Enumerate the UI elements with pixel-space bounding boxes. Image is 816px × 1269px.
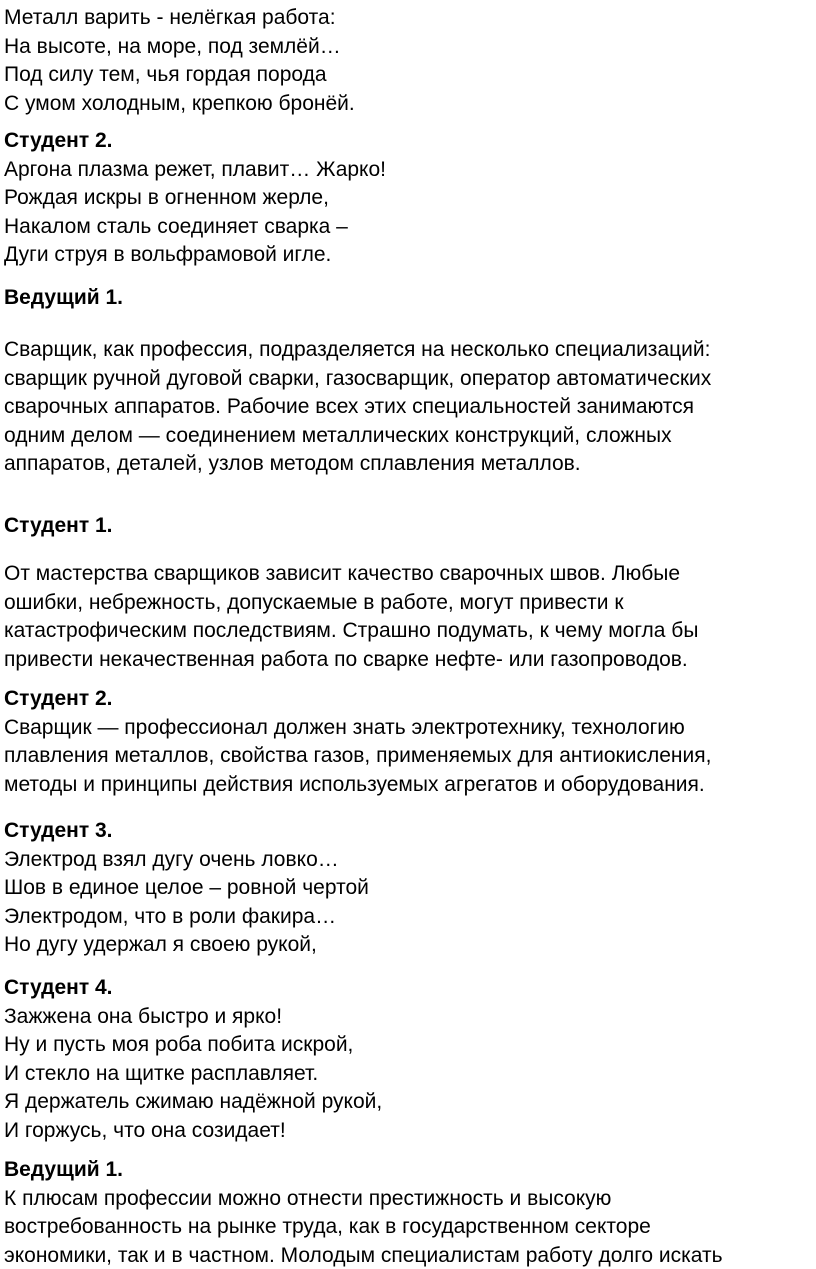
speaker-heading: Студент 3. [4, 819, 113, 842]
speaker-heading: Студент 4. [4, 976, 113, 999]
poem-line: Металл варить - нелёгкая работа: [4, 6, 336, 29]
paragraph-line: плавления металлов, свойства газов, применяемых для антиокисления, [4, 744, 712, 767]
section-host-1-heading [4, 284, 814, 313]
poem-line: Зажжена она быстро и ярко! [4, 1004, 283, 1028]
paragraph-line: ошибки, небрежность, допускаемые в работе, могут привести к [4, 590, 624, 614]
section-host-1-paragraph [4, 336, 814, 479]
poem-line: С умом холодным, крепкою бронёй. [4, 91, 355, 115]
poem-stanza-1 [4, 4, 814, 118]
speaker-heading: Студент 1. [4, 514, 113, 537]
poem-line: И стекло на щитке расплавляет. [4, 1061, 319, 1085]
section-student-2-paragraph [4, 685, 814, 799]
poem-line: На высоте, на море, под землёй… [4, 34, 341, 58]
poem-line: Я держатель сжимаю надёжной рукой, [4, 1090, 383, 1113]
poem-line: И горжусь, что она созидает! [4, 1118, 286, 1142]
paragraph-line: сварщик ручной дуговой сварки, газосварщик, оператор автоматических [4, 366, 712, 390]
poem-line: Но дугу удержал я своею рукой, [4, 933, 317, 956]
poem-line: Накалом сталь соединяет сварка – [4, 214, 348, 238]
poem-line: Дуги струя в вольфрамовой игле. [4, 243, 332, 266]
section-student-4-poem [4, 974, 814, 1145]
speaker-heading: Ведущий 1. [4, 1158, 123, 1181]
paragraph-line: экономики, так и в частном. Молодым специалистам работу долго искать [4, 1243, 723, 1267]
poem-line: Аргона плазма режет, плавит… Жарко! [4, 157, 386, 181]
paragraph-line: одним делом — соединением металлических конструкций, сложных [4, 423, 672, 447]
section-student-1-heading [4, 512, 814, 541]
paragraph-line: К плюсам профессии можно отнести престижность и высокую [4, 1186, 612, 1210]
poem-line: Электрод взял дугу очень ловко… [4, 847, 339, 871]
paragraph-line: аппаратов, деталей, узлов методом сплавления металлов. [4, 452, 581, 475]
paragraph-line: методы и принципы действия используемых агрегатов и оборудования. [4, 772, 705, 796]
paragraph-line: востребованность на рынке труда, как в государственном секторе [4, 1215, 651, 1238]
paragraph-line: От мастерства сварщиков зависит качество сварочных швов. Любые [4, 562, 681, 585]
poem-line: Электродом, что в роли факира… [4, 904, 337, 928]
paragraph-line: Сварщик, как профессия, подразделяется на несколько специализаций: [4, 338, 711, 361]
section-student-1-paragraph [4, 560, 814, 674]
speaker-heading: Студент 2. [4, 129, 113, 152]
poem-line: Рождая искры в огненном жерле, [4, 186, 329, 209]
paragraph-line: Сварщик — профессионал должен знать электротехнику, технологию [4, 715, 685, 739]
poem-line: Ну и пусть моя роба побита искрой, [4, 1033, 354, 1056]
poem-line: Под силу тем, чья гордая порода [4, 63, 327, 86]
section-student-3-poem [4, 817, 814, 960]
speaker-heading: Ведущий 1. [4, 286, 123, 309]
section-host-1-paragraph-2 [4, 1156, 814, 1269]
paragraph-line: катастрофическим последствиям. Страшно подумать, к чему могла бы [4, 619, 699, 642]
paragraph-line: привести некачественная работа по сварке нефте- или газопроводов. [4, 647, 688, 671]
speaker-heading: Студент 2. [4, 687, 113, 710]
section-student-2-poem [4, 127, 814, 270]
poem-line: Шов в единое целое – ровной чертой [4, 876, 369, 899]
paragraph-line: сварочных аппаратов. Рабочие всех этих специальностей занимаются [4, 395, 695, 418]
